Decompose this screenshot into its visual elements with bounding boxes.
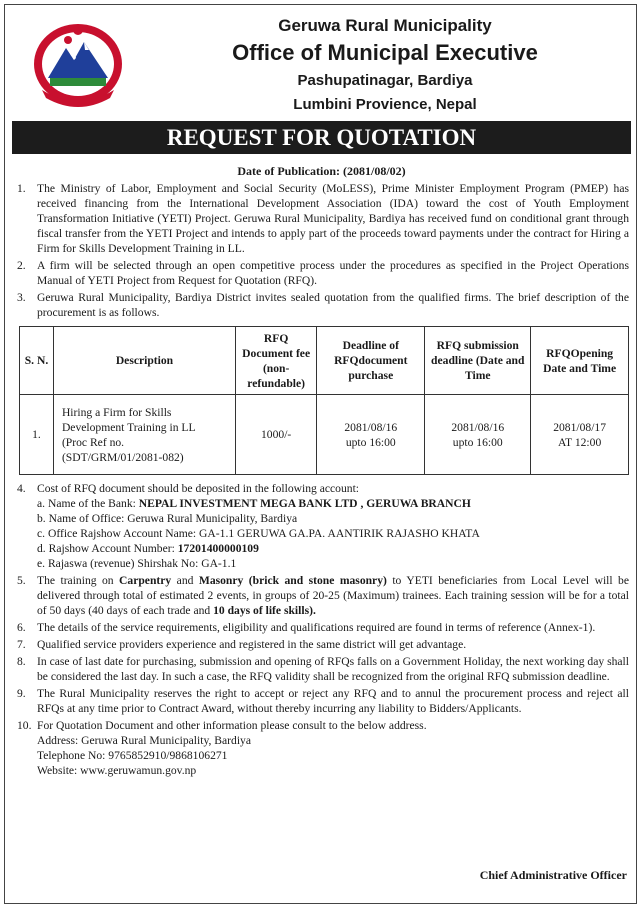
bank-name: a. Name of the Bank: NEPAL INVESTMENT MEGA BANK LTD , GERUWA BRANCH (37, 497, 471, 510)
contact-address: Address: Geruwa Rural Municipality, Bardiya (37, 734, 252, 747)
procurement-table (19, 326, 629, 475)
description-line: Development Training in LL (61, 420, 196, 434)
description-line: (Proc Ref no. (61, 435, 125, 449)
item-number: 7. (17, 638, 26, 651)
submission-date: 2081/08/16 (451, 420, 505, 434)
account-name-line: c. Office Rajshow Account Name: GA-1.1 GERUWA GA.PA. AANTIRIK RAJASHO KHATA (37, 527, 480, 540)
table-header-row (20, 327, 629, 395)
item-text: Cost of RFQ document should be deposited in the following account: (37, 482, 360, 495)
signatory-title: Chief Administrative Officer (479, 868, 627, 882)
description-line: (SDT/GRM/01/2081-082) (61, 450, 184, 464)
list-item (17, 290, 629, 320)
list-item (17, 686, 629, 716)
item-number: 8. (17, 655, 26, 668)
cell-description (53, 395, 235, 475)
table-row (20, 395, 629, 475)
cell-sn: 1. (20, 395, 54, 475)
header-sn: S. N. (20, 327, 54, 395)
item-number: 1. (17, 182, 26, 195)
cell-submission (425, 395, 531, 475)
item-text: For Quotation Document and other information please consult to the below address. (37, 719, 427, 732)
list-item (17, 654, 629, 684)
item-contact-details (37, 718, 629, 778)
item-number: 5. (17, 574, 26, 587)
account-number-line: d. Rajshow Account Number: 17201400000109 (37, 542, 259, 555)
item-text: Qualified service providers experience and registered in the same district will get advantage. (37, 638, 467, 651)
publication-date: Date of Publication: (2081/08/02) (237, 164, 406, 178)
list-item (17, 181, 629, 256)
opening-time: AT 12:00 (557, 435, 602, 449)
revenue-head-line: e. Rajaswa (revenue) Shirshak No: GA-1.1 (37, 557, 237, 570)
office-location: Pashupatinagar, Bardiya (297, 72, 473, 89)
office-name-line: b. Name of Office: Geruwa Rural Municipality, Bardiya (37, 512, 298, 525)
header-opening: RFQOpening Date and Time (531, 327, 629, 395)
document-title-banner: REQUEST FOR QUOTATION (12, 121, 631, 154)
item-number: 2. (17, 259, 26, 272)
submission-time: upto 16:00 (452, 435, 503, 449)
municipality-emblem-logo (28, 20, 128, 110)
cell-fee: 1000/- (236, 395, 317, 475)
item-number: 6. (17, 621, 26, 634)
list-item (17, 258, 629, 288)
item-number: 4. (17, 482, 26, 495)
description-line: Hiring a Firm for Skills (61, 405, 172, 419)
list-item (17, 620, 629, 635)
item-number: 10. (17, 719, 32, 732)
opening-date: 2081/08/17 (553, 420, 607, 434)
item-training-details: The training on Carpentry and Masonry (brick and stone masonry) to YETI beneficiaries from Local Level will be delivered through total of estimated 2 events, in groups of 20-25 (Maximum) trainees. Each training session will be for a total of 50 days (40 days of each trade and 10 days of life skills). (37, 574, 629, 617)
header-deadline: Deadline of RFQdocument purchase (317, 327, 425, 395)
header-description: Description (53, 327, 235, 395)
contact-telephone: Telephone No: 9765852910/9868106271 (37, 749, 228, 762)
header-fee: RFQ Document fee (non-refundable) (236, 327, 317, 395)
item-number: 3. (17, 291, 26, 304)
list-item (17, 573, 629, 618)
list-item (17, 637, 629, 652)
item-number: 9. (17, 687, 26, 700)
notice-items (17, 181, 629, 778)
item-text: The details of the service requirements, eligibility and qualifications required are found in terms of reference (Annex-1). (37, 621, 596, 634)
list-item (17, 481, 629, 571)
province-location: Lumbini Provience, Nepal (293, 96, 477, 113)
contact-website: Website: www.geruwamun.gov.np (37, 764, 197, 777)
item-text: The Ministry of Labor, Employment and Social Security (MoLESS), Prime Minister Employment Program (PMEP) has received financing from the International Development Association (IDA) toward the cost of Youth Employment Transformation Initiative (YETI) Project. Geruwa Rural Municipality, Bardiya has received fund on conditional grant through fiscal transfer from the YETI Project and intends to apply part of the proceeds toward payments under the contract for Hiring a Firm for Skills Development Training in LL. (37, 182, 629, 255)
deadline-time: upto 16:00 (345, 435, 396, 449)
item-bank-details (37, 481, 629, 571)
header-submission: RFQ submission deadline (Date and Time (425, 327, 531, 395)
item-text: The Rural Municipality reserves the right to accept or reject any RFQ and to annul the procurement process and reject all RFQs at any time prior to Contract Award, without thereby incurring any liability to Bidders/Applicants. (37, 687, 629, 715)
office-name: Office of Municipal Executive (232, 40, 538, 65)
deadline-date: 2081/08/16 (344, 420, 398, 434)
cell-opening (531, 395, 629, 475)
item-text: A firm will be selected through an open competitive process under the procedures as specified in the Project Operations Manual of YETI Project from Request for Quotation (RFQ). (37, 259, 629, 287)
municipality-name: Geruwa Rural Municipality (278, 16, 492, 35)
cell-deadline (317, 395, 425, 475)
item-text: In case of last date for purchasing, submission and opening of RFQs falls on a Government Holiday, the next working day shall be considered the last day. In such a case, the RFQ validity shall be recognized from the original RFQ submission deadline. (37, 655, 629, 683)
item-text: Geruwa Rural Municipality, Bardiya District invites sealed quotation from the qualified firms. The brief description of the procurement is as follows. (37, 291, 629, 319)
list-item (17, 718, 629, 778)
